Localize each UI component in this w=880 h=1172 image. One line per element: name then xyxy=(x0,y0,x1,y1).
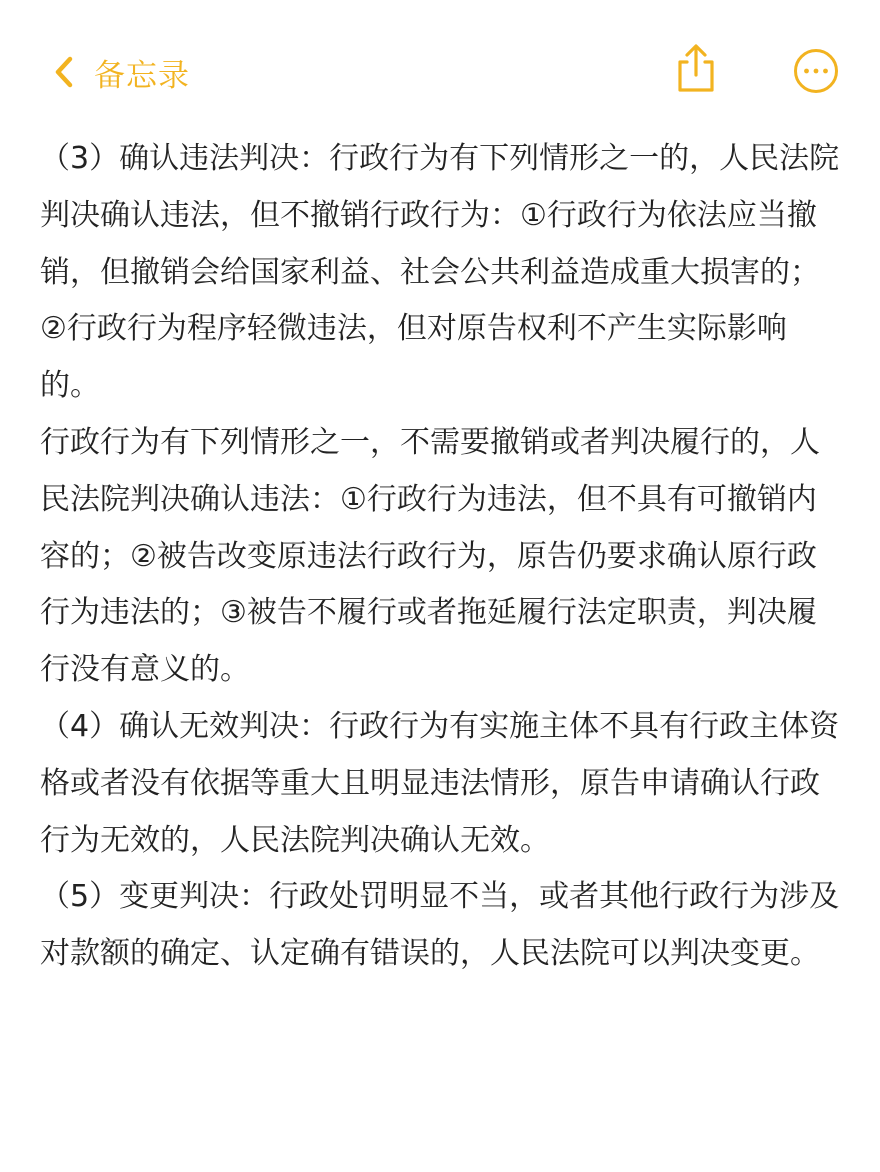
note-paragraph-confirm-illegal: （3）确认违法判决：行政行为有下列情形之一的，人民法院判决确认违法，但不撤销行政行为：①行政行为依法应当撤销，但撤销会给国家利益、社会公共利益造成重大损害的；②行政行为程序轻微违法，但对原告权利不产生实际影响的。 xyxy=(40,141,840,404)
note-body[interactable] xyxy=(40,131,840,983)
more-options-button[interactable] xyxy=(792,47,840,95)
share-icon xyxy=(672,79,720,98)
more-options-icon xyxy=(792,80,840,99)
chevron-left-icon xyxy=(50,54,80,90)
back-label: 备忘录 xyxy=(94,57,190,94)
note-paragraph-no-revocation: 行政行为有下列情形之一，不需要撤销或者判决履行的，人民法院判决确认违法：①行政行为违法，但不具有可撤销内容的；②被告改变原违法行政行为，原告仍要求确认原行政行为违法的；③被告不履行或者拖延履行法定职责，判决履行没有意义的。 xyxy=(40,424,820,688)
back-button[interactable] xyxy=(50,48,190,96)
share-button[interactable] xyxy=(672,42,720,94)
note-paragraph-modification: （5）变更判决：行政处罚明显不当，或者其他行政行为涉及对款额的确定、认定确有错误的，人民法院可以判决变更。 xyxy=(40,879,840,972)
note-paragraph-confirm-invalid: （4）确认无效判决：行政行为有实施主体不具有行政主体资格或者没有依据等重大且明显违法情形，原告申请确认行政行为无效的，人民法院判决确认无效。 xyxy=(40,708,840,858)
navigation-bar xyxy=(0,0,880,140)
